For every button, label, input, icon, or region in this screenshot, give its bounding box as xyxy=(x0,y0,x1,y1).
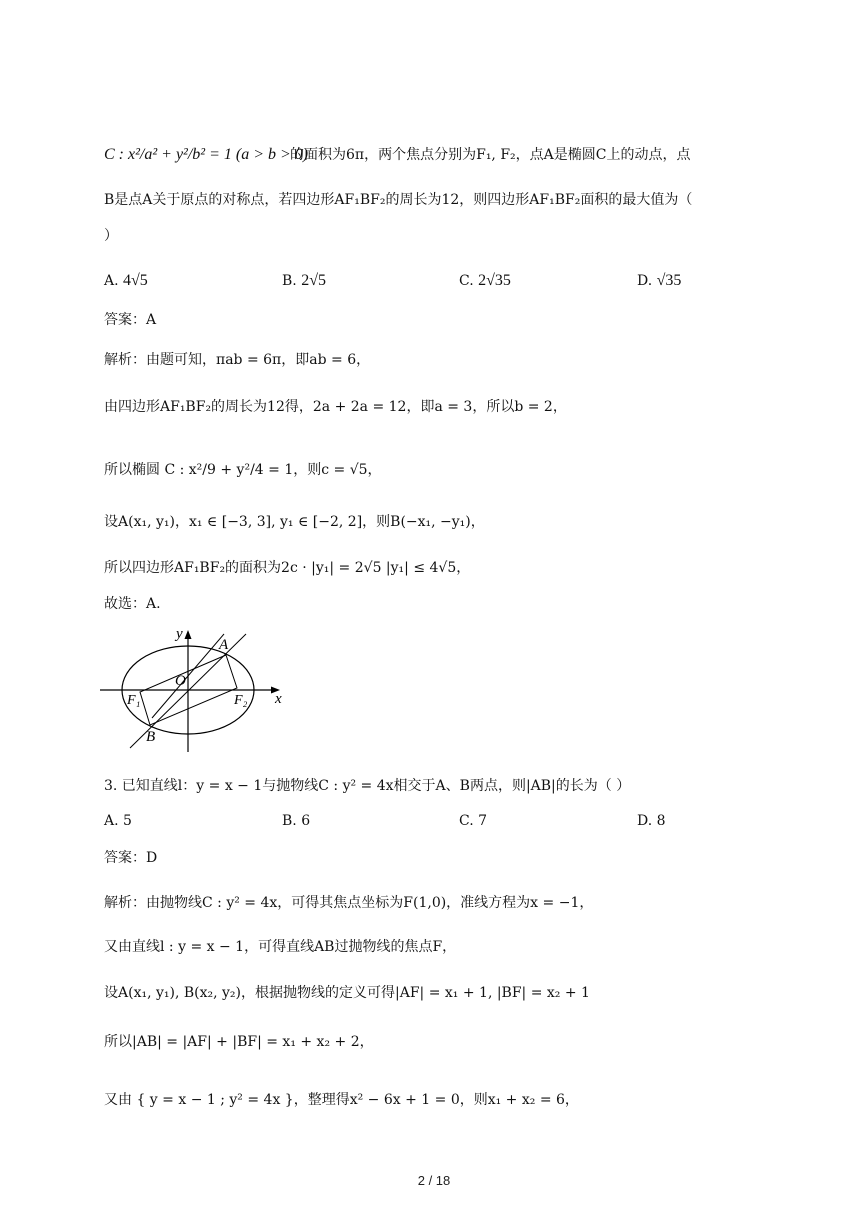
q3-option-d: D. 8 xyxy=(637,813,666,829)
label-f1: F₁ xyxy=(127,693,141,708)
y-axis-arrow xyxy=(185,630,192,639)
q2-stem-line2: B是点A关于原点的对称点，若四边形AF₁BF₂的周长为12，则四边形AF₁BF₂面积的最大值为（ xyxy=(104,192,693,208)
page-number: 2 / 18 xyxy=(417,1173,451,1188)
q2-stem-line3: ） xyxy=(104,228,118,244)
q3-solution-line: 又由直线l : y = x − 1，可得直线AB过抛物线的焦点F， xyxy=(104,939,457,955)
q2-ellipse-equation: C : x²/a² + y²/b² = 1 (a > b > 0) xyxy=(104,146,309,163)
q3-stem: 3. 已知直线l：y = x − 1与抛物线C : y² = 4x相交于A、B两点，则|AB|的长为（ ） xyxy=(104,778,631,794)
q2-option-a: A. 4√5 xyxy=(104,272,148,289)
ellipse-figure xyxy=(100,622,292,752)
q2-stem-line1: 的面积为6π，两个焦点分别为F₁, F₂，点A是椭圆C上的动点，点 xyxy=(290,147,691,163)
q2-option-b: B. 2√5 xyxy=(282,272,326,289)
q2-solution-line: 所以四边形AF₁BF₂的面积为2c · |y₁| = 2√5 |y₁| ≤ 4√5， xyxy=(104,560,471,576)
q3-answer: 答案：D xyxy=(104,850,158,866)
label-a: A xyxy=(219,637,229,653)
label-f2: F₂ xyxy=(234,693,248,708)
q2-option-d: D. √35 xyxy=(637,272,682,289)
q3-option-c: C. 7 xyxy=(459,813,488,829)
label-o: O xyxy=(175,673,186,689)
q3-option-a: A. 5 xyxy=(104,813,132,829)
q2-solution-line: 设A(x₁, y₁)，x₁ ∈ [−3, 3], y₁ ∈ [−2, 2]，则B(−x₁, −y₁)， xyxy=(104,514,485,530)
q3-solution-line: 解析：由抛物线C : y² = 4x，可得其焦点坐标为F(1,0)，准线方程为x = −1， xyxy=(104,895,594,911)
q2-solution-line: 故选：A. xyxy=(104,596,161,612)
q2-solution-line: 解析：由题可知，πab = 6π，即ab = 6， xyxy=(104,352,371,368)
q2-answer: 答案：A xyxy=(104,312,157,328)
q2-solution-line: 由四边形AF₁BF₂的周长为12得，2a + 2a = 12，即a = 3，所以b = 2， xyxy=(104,399,567,415)
q3-solution-line: 设A(x₁, y₁), B(x₂, y₂)，根据抛物线的定义可得|AF| = x₁ + 1, |BF| = x₂ + 1 xyxy=(104,985,590,1001)
label-y: y xyxy=(176,626,183,642)
q2-option-c: C. 2√35 xyxy=(459,272,511,289)
q3-solution-line: 所以|AB| = |AF| + |BF| = x₁ + x₂ + 2， xyxy=(104,1034,374,1050)
q3-option-b: B. 6 xyxy=(282,813,311,829)
label-b: B xyxy=(146,729,156,745)
label-x: x xyxy=(275,691,282,707)
q2-solution-line: 所以椭圆 C : x²/9 + y²/4 = 1，则c = √5， xyxy=(104,462,382,478)
q3-solution-line: 又由 { y = x − 1 ; y² = 4x }，整理得x² − 6x + 1 = 0，则x₁ + x₂ = 6， xyxy=(104,1092,579,1108)
